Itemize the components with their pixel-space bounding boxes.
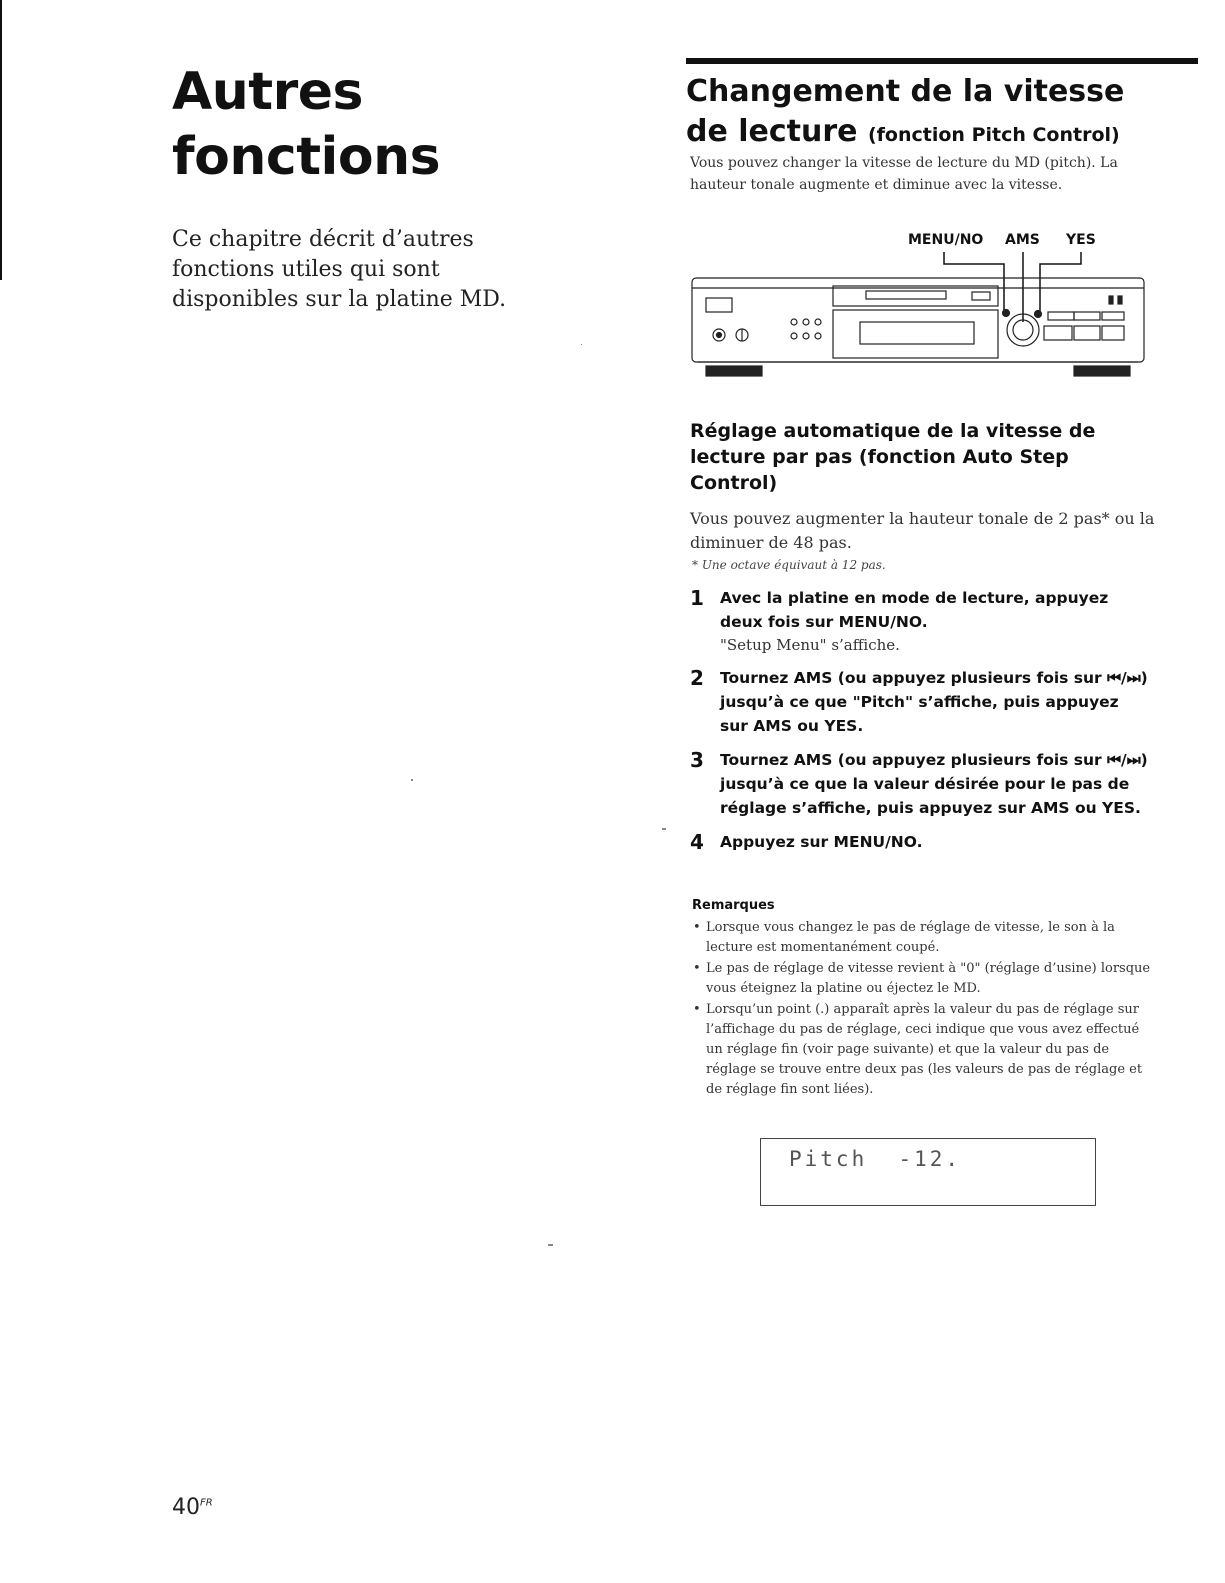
step-item <box>690 830 1150 854</box>
remarks-title: Remarques <box>692 898 775 913</box>
diagram-label-yes: YES <box>1066 232 1096 248</box>
deck-body <box>692 278 1144 376</box>
step-number: 4 <box>690 830 704 854</box>
diagram-label-menu-no: MENU/NO <box>908 232 984 248</box>
footnote: * Une octave équivaut à 12 pas. <box>692 558 886 572</box>
chapter-intro: Ce chapitre décrit d’autres fonctions utiles qui sont disponibles sur la platine MD. <box>172 227 507 312</box>
chapter-title-line1: Autres <box>172 62 363 122</box>
step-item <box>690 666 1150 738</box>
subsection-heading: Réglage automatique de la vitesse de lecture par pas (fonction Auto Step Control) <box>690 420 1096 494</box>
chapter-title-line2: fonctions <box>172 127 441 187</box>
steps-list <box>690 586 1150 864</box>
subsection-body: Vous pouvez augmenter la hauteur tonale de 2 pas* ou la diminuer de 48 pas. <box>690 509 1155 552</box>
page-number-suffix: FR <box>200 1497 213 1509</box>
step-instruction: Tournez AMS (ou appuyez plusieurs fois sur ⏮/⏭) jusqu’à ce que la valeur désirée pour le pas de réglage s’affiche, puis appuyez sur AMS ou YES. <box>720 751 1148 817</box>
section-title <box>686 72 1206 155</box>
remarks-section <box>692 897 1152 1101</box>
remark-item: • Lorsque vous changez le pas de réglage de vitesse, le son à la lecture est momentanément coupé. <box>692 918 1152 958</box>
section-intro: Vous pouvez changer la vitesse de lecture du MD (pitch). La hauteur tonale augmente et diminue avec la vitesse. <box>690 155 1118 193</box>
section-title-line2: de lecture <box>686 114 858 149</box>
chapter-title <box>172 60 440 190</box>
step-number: 2 <box>690 666 704 690</box>
step-instruction: Appuyez sur MENU/NO. <box>720 833 923 851</box>
step-item <box>690 748 1150 820</box>
md-deck-diagram <box>688 226 1148 386</box>
remark-item: • Le pas de réglage de vitesse revient à "0" (réglage d’usine) lorsque vous éteignez la platine ou éjectez le MD. <box>692 959 1152 999</box>
section-title-sub: (fonction Pitch Control) <box>867 124 1120 146</box>
remarks-list <box>692 918 1152 1100</box>
scan-speck <box>548 1244 553 1246</box>
step-number: 1 <box>690 586 704 610</box>
diagram-label-ams: AMS <box>1005 232 1040 248</box>
leader-line-menu-no <box>944 252 1004 312</box>
section-top-rule <box>686 58 1198 64</box>
scan-speck <box>662 828 666 830</box>
step-instruction: Avec la platine en mode de lecture, appuyez deux fois sur MENU/NO. <box>720 589 1109 631</box>
scan-speck <box>581 344 582 345</box>
pitch-display-illustration <box>760 1138 1096 1206</box>
scan-speck <box>411 779 413 781</box>
page-number <box>172 1495 213 1520</box>
step-note: "Setup Menu" s’affiche. <box>720 636 900 654</box>
leader-line-yes <box>1040 252 1081 312</box>
display-readout: Pitch -12. <box>789 1147 962 1171</box>
step-item <box>690 586 1150 656</box>
scan-edge-line <box>0 0 2 280</box>
step-number: 3 <box>690 748 704 772</box>
step-instruction: Tournez AMS (ou appuyez plusieurs fois sur ⏮/⏭) jusqu’à ce que "Pitch" s’affiche, puis appuyez sur AMS ou YES. <box>720 669 1148 735</box>
page-number-value: 40 <box>172 1495 200 1520</box>
remark-item: • Lorsqu’un point (.) apparaît après la valeur du pas de réglage sur l’affichage du pas de réglage, ceci indique que vous avez effectué un réglage fin (voir page suivante) et que la valeur du pas de réglage se trouve entre deux pas (les valeurs de pas de réglage et de réglage fin sont liées). <box>692 1000 1152 1100</box>
section-title-line1: Changement de la vitesse <box>686 74 1125 109</box>
